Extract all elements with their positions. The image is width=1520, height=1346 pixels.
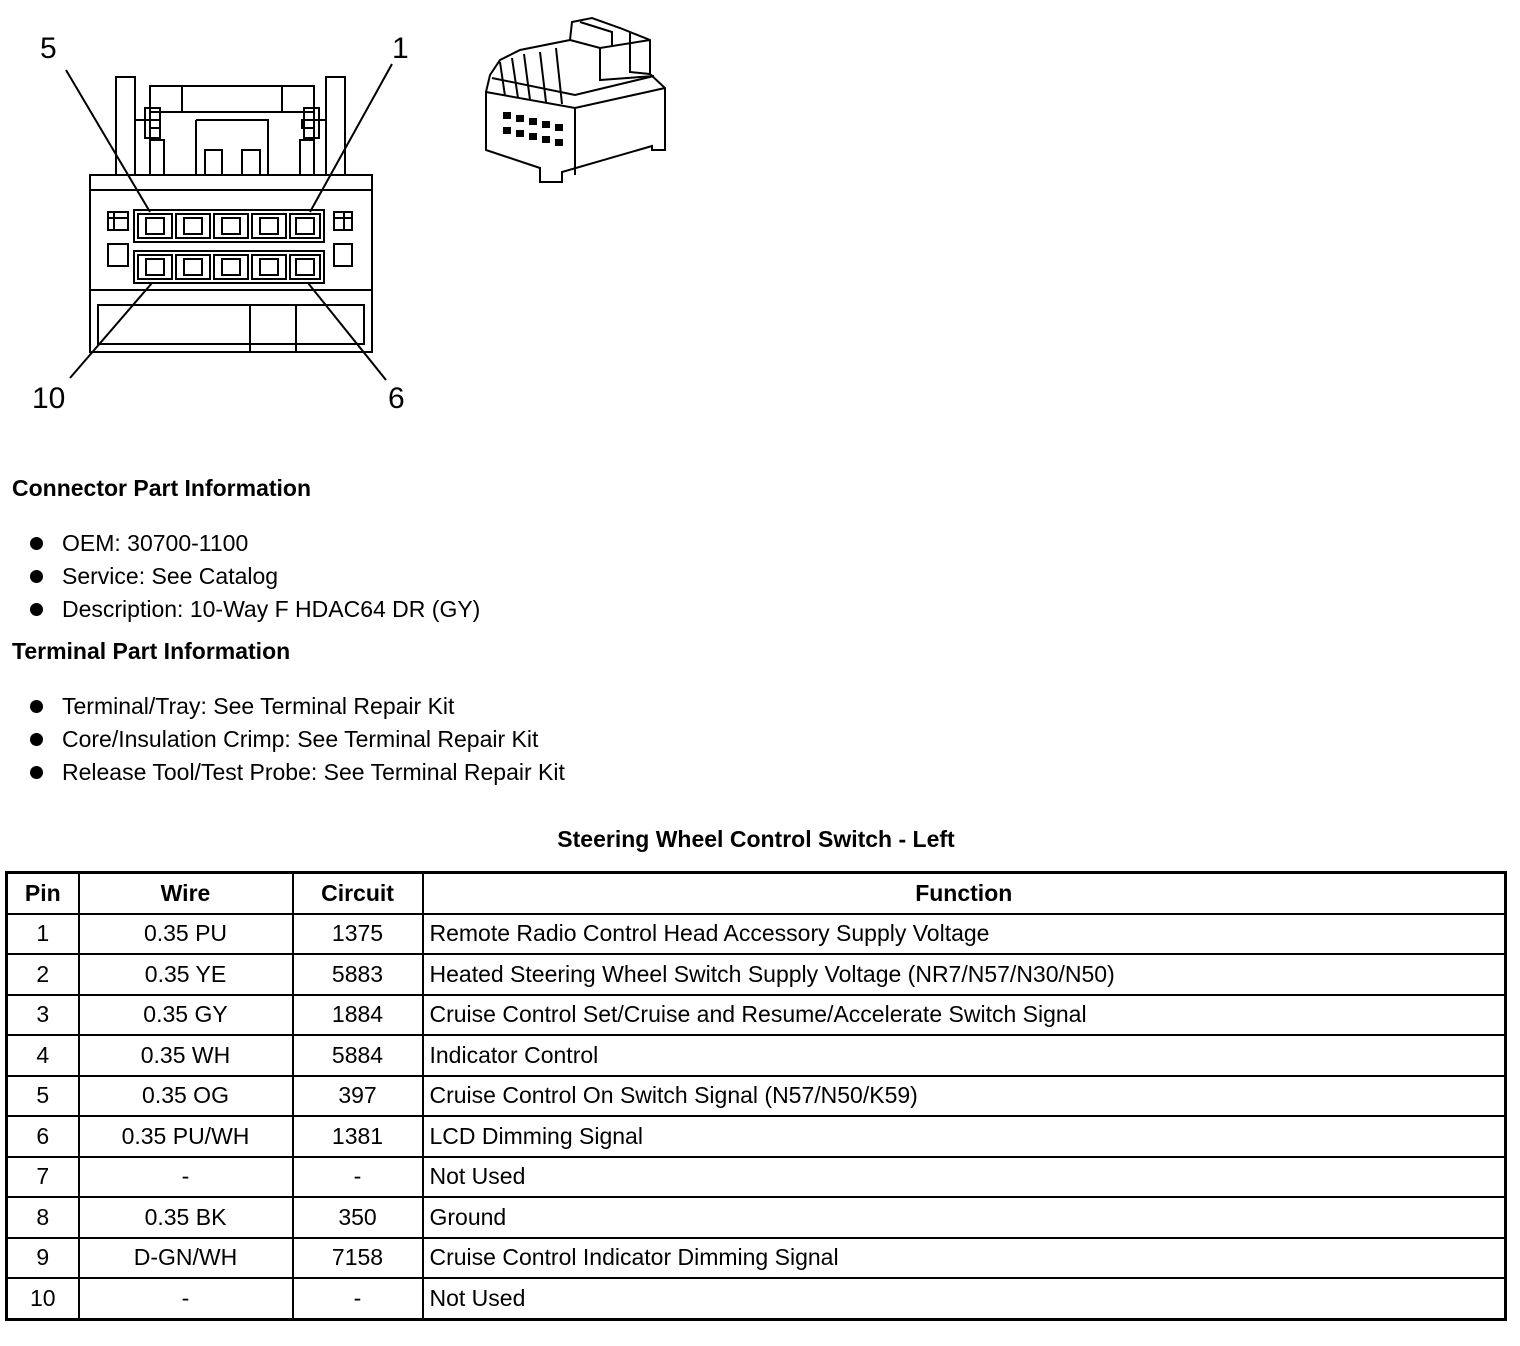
table-row xyxy=(7,1278,1506,1319)
pin-label-6: 6 xyxy=(388,382,405,415)
cell-pin: 1 xyxy=(7,914,79,955)
table-row xyxy=(7,1157,1506,1198)
table-row xyxy=(7,995,1506,1036)
cell-circuit: 350 xyxy=(293,1197,423,1238)
table-row xyxy=(7,914,1506,955)
cell-circuit: 1375 xyxy=(293,914,423,955)
header-function: Function xyxy=(423,873,1506,914)
header-wire: Wire xyxy=(79,873,293,914)
cell-circuit: - xyxy=(293,1157,423,1198)
connector-diagram xyxy=(0,0,700,430)
cell-circuit: 397 xyxy=(293,1076,423,1117)
cell-pin: 9 xyxy=(7,1238,79,1279)
cell-function: Not Used xyxy=(423,1278,1506,1319)
cell-circuit: 1884 xyxy=(293,995,423,1036)
bullet-icon xyxy=(30,700,43,713)
cell-wire: 0.35 BK xyxy=(79,1197,293,1238)
isometric-cavities xyxy=(503,112,563,146)
cell-circuit: 5884 xyxy=(293,1035,423,1076)
cell-pin: 4 xyxy=(7,1035,79,1076)
bullet-icon xyxy=(30,733,43,746)
cell-circuit: - xyxy=(293,1278,423,1319)
cell-pin: 3 xyxy=(7,995,79,1036)
table-title: Steering Wheel Control Switch - Left xyxy=(557,826,955,852)
header-pin: Pin xyxy=(7,873,79,914)
connector-info-item: OEM: 30700-1100 xyxy=(28,527,480,560)
pin-label-5: 5 xyxy=(40,32,57,65)
cell-function: Cruise Control Set/Cruise and Resume/Accelerate Switch Signal xyxy=(423,995,1506,1036)
cell-pin: 10 xyxy=(7,1278,79,1319)
connector-info-item: Service: See Catalog xyxy=(28,560,480,593)
cell-wire: 0.35 WH xyxy=(79,1035,293,1076)
connector-info-list xyxy=(28,527,480,626)
table-row xyxy=(7,954,1506,995)
cell-wire: 0.35 OG xyxy=(79,1076,293,1117)
cell-pin: 2 xyxy=(7,954,79,995)
cavity-row-top xyxy=(134,210,324,242)
table-row xyxy=(7,1076,1506,1117)
cell-pin: 6 xyxy=(7,1116,79,1157)
cell-wire: 0.35 PU xyxy=(79,914,293,955)
cell-function: Cruise Control On Switch Signal (N57/N50/K59) xyxy=(423,1076,1506,1117)
cell-function: Cruise Control Indicator Dimming Signal xyxy=(423,1238,1506,1279)
cell-pin: 5 xyxy=(7,1076,79,1117)
pin-label-1: 1 xyxy=(392,32,409,65)
cell-function: Ground xyxy=(423,1197,1506,1238)
bullet-icon xyxy=(30,766,43,779)
terminal-info-title: Terminal Part Information xyxy=(12,638,291,664)
cell-wire: 0.35 YE xyxy=(79,954,293,995)
terminal-info-item: Terminal/Tray: See Terminal Repair Kit xyxy=(28,690,565,723)
cell-wire: 0.35 PU/WH xyxy=(79,1116,293,1157)
table-header-row xyxy=(7,873,1506,914)
connector-info-item: Description: 10-Way F HDAC64 DR (GY) xyxy=(28,593,480,626)
terminal-info-item: Core/Insulation Crimp: See Terminal Repair Kit xyxy=(28,723,565,756)
bullet-icon xyxy=(30,603,43,616)
table-row xyxy=(7,1197,1506,1238)
cell-circuit: 1381 xyxy=(293,1116,423,1157)
cell-wire: - xyxy=(79,1278,293,1319)
terminal-info-item: Release Tool/Test Probe: See Terminal Repair Kit xyxy=(28,756,565,789)
table-row xyxy=(7,1116,1506,1157)
connector-isometric-view xyxy=(486,18,665,182)
cell-circuit: 5883 xyxy=(293,954,423,995)
cell-wire: 0.35 GY xyxy=(79,995,293,1036)
pin-label-10: 10 xyxy=(32,382,66,415)
cell-circuit: 7158 xyxy=(293,1238,423,1279)
cell-function: Heated Steering Wheel Switch Supply Voltage (NR7/N57/N30/N50) xyxy=(423,954,1506,995)
cell-wire: D-GN/WH xyxy=(79,1238,293,1279)
cell-wire: - xyxy=(79,1157,293,1198)
table-row xyxy=(7,1035,1506,1076)
header-circuit: Circuit xyxy=(293,873,423,914)
cell-pin: 8 xyxy=(7,1197,79,1238)
cell-function: LCD Dimming Signal xyxy=(423,1116,1506,1157)
terminal-info-list xyxy=(28,690,565,789)
cell-pin: 7 xyxy=(7,1157,79,1198)
pinout-table xyxy=(5,871,1507,1321)
bullet-icon xyxy=(30,537,43,550)
cavity-row-bottom xyxy=(134,251,324,283)
cell-function: Indicator Control xyxy=(423,1035,1506,1076)
bullet-icon xyxy=(30,570,43,583)
cell-function: Remote Radio Control Head Accessory Supply Voltage xyxy=(423,914,1506,955)
cell-function: Not Used xyxy=(423,1157,1506,1198)
connector-info-title: Connector Part Information xyxy=(12,475,312,501)
table-row xyxy=(7,1238,1506,1279)
